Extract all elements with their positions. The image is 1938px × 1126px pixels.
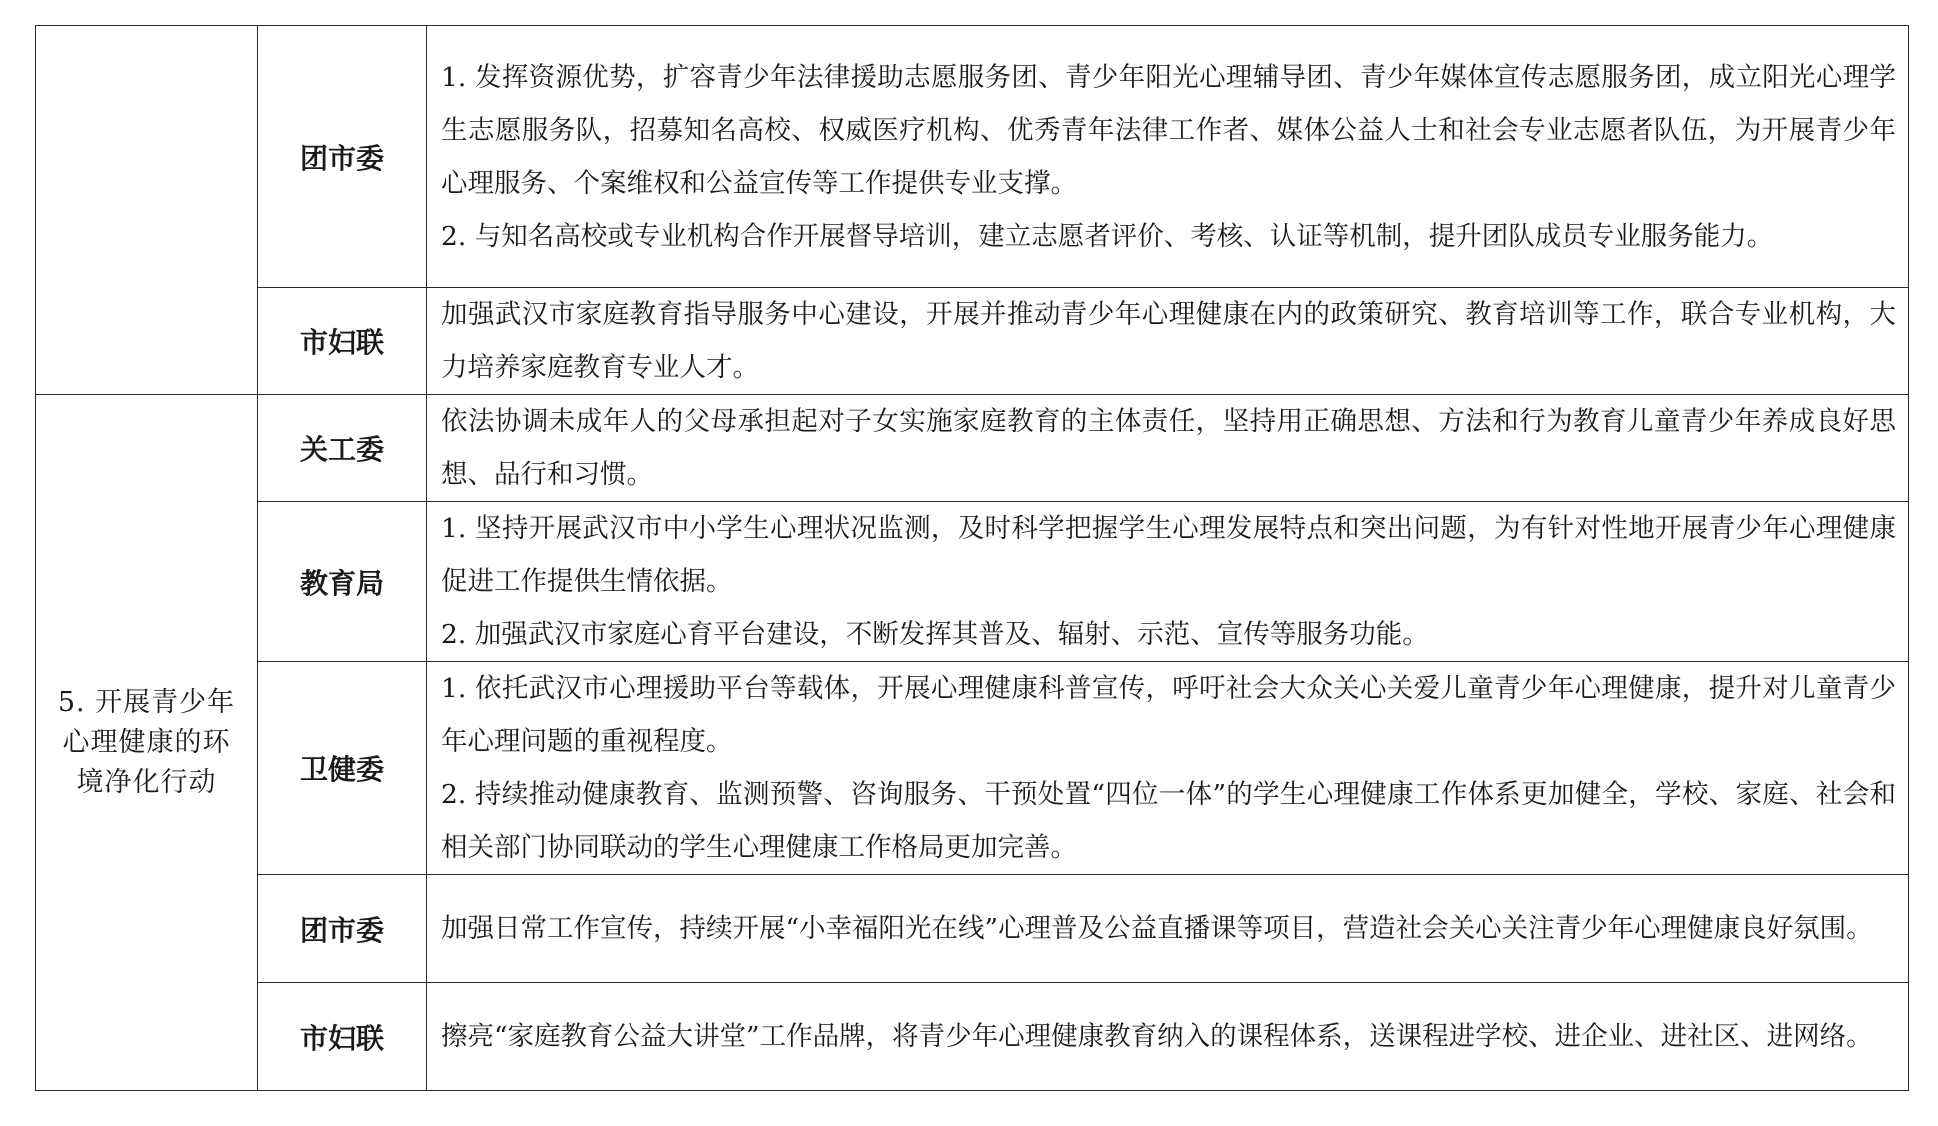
department-label: 市妇联 [299, 1021, 384, 1055]
department-cell [258, 26, 427, 288]
task-item: 擦亮“家庭教育公益大讲堂”工作品牌，将青少年心理健康教育纳入的课程体系，送课程进学校、进企业、进社区、进网络。 [441, 1021, 1873, 1052]
department-cell [258, 288, 427, 395]
table-row [36, 395, 1909, 502]
department-label: 卫健委 [299, 753, 384, 786]
responsibility-table [35, 25, 1909, 1091]
department-cell [258, 875, 427, 983]
task-item: 2. 加强武汉市家庭心育平台建设，不断发挥其普及、辐射、示范、宣传等服务功能。 [441, 619, 1429, 650]
department-label: 团市委 [299, 913, 384, 947]
task-cell [427, 288, 1909, 395]
task-cell [427, 662, 1909, 875]
task-item: 1. 坚持开展武汉市中小学生心理状况监测，及时科学把握学生心理发展特点和突出问题，为有针对性地开展青少年心理健康促进工作提供生情依据。 [441, 513, 1896, 597]
department-label: 关工委 [299, 433, 384, 466]
task-item: 依法协调未成年人的父母承担起对子女实施家庭教育的主体责任，坚持用正确思想、方法和行为教育儿童青少年养成良好思想、品行和习惯。 [441, 406, 1896, 490]
task-cell [427, 502, 1909, 662]
table-row [36, 875, 1909, 983]
task-item: 1. 发挥资源优势，扩容青少年法律援助志愿服务团、青少年阳光心理辅导团、青少年媒体宣传志愿服务团，成立阳光心理学生志愿服务队，招募知名高校、权威医疗机构、优秀青年法律工作者、媒体公益人士和社会专业志愿者队伍，为开展青少年心理服务、个案维权和公益宣传等工作提供专业支撑。 [441, 61, 1896, 199]
task-item: 1. 依托武汉市心理援助平台等载体，开展心理健康科普宣传，呼吁社会大众关心关爱儿童青少年心理健康，提升对儿童青少年心理问题的重视程度。 [441, 673, 1896, 757]
table-row [36, 662, 1909, 875]
table-row [36, 26, 1909, 288]
department-cell [258, 983, 427, 1091]
document-page [35, 25, 1909, 1091]
department-label: 团市委 [299, 141, 384, 175]
task-item: 加强武汉市家庭教育指导服务中心建设，开展并推动青少年心理健康在内的政策研究、教育培训等工作，联合专业机构，大力培养家庭教育专业人才。 [441, 299, 1896, 383]
department-cell [258, 662, 427, 875]
action-cell [36, 395, 258, 1091]
department-cell [258, 395, 427, 502]
department-label: 教育局 [299, 566, 384, 600]
action-label: 5. 开展青少年心理健康的环境净化行动 [57, 686, 236, 798]
action-cell [36, 26, 258, 395]
task-cell [427, 395, 1909, 502]
department-label: 市妇联 [299, 326, 384, 359]
task-cell [427, 875, 1909, 983]
table-row [36, 502, 1909, 662]
task-item: 加强日常工作宣传，持续开展“小幸福阳光在线”心理普及公益直播课等项目，营造社会关心关注青少年心理健康良好氛围。 [441, 913, 1873, 944]
table-row [36, 288, 1909, 395]
task-item: 2. 与知名高校或专业机构合作开展督导培训，建立志愿者评价、考核、认证等机制，提升团队成员专业服务能力。 [441, 220, 1774, 252]
task-item: 2. 持续推动健康教育、监测预警、咨询服务、干预处置“四位一体”的学生心理健康工作体系更加健全，学校、家庭、社会和相关部门协同联动的学生心理健康工作格局更加完善。 [441, 779, 1896, 863]
department-cell [258, 502, 427, 662]
task-cell [427, 26, 1909, 288]
table-row [36, 983, 1909, 1091]
task-cell [427, 983, 1909, 1091]
